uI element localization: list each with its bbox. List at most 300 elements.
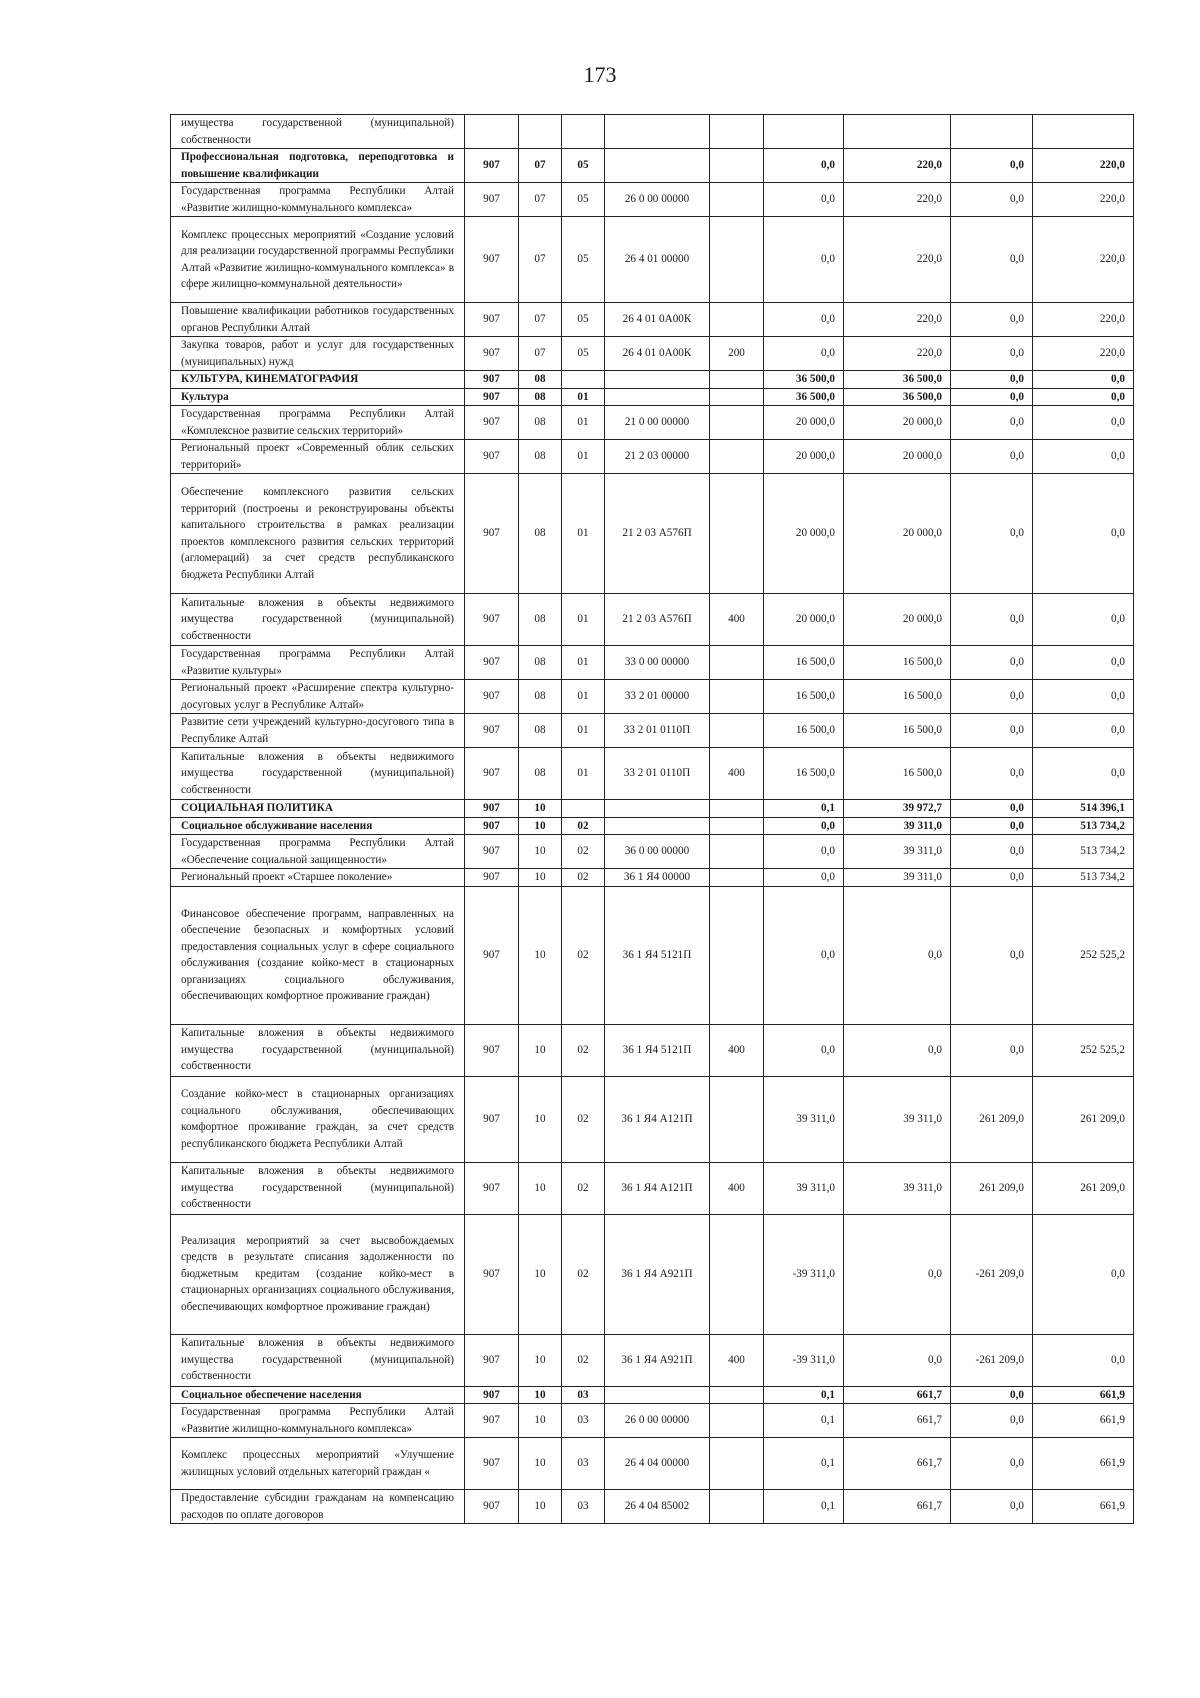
amount-3: 0,0 bbox=[951, 217, 1033, 303]
amount-4: 220,0 bbox=[1033, 303, 1134, 337]
row-name: Комплекс процессных мероприятий «Создание условий для реализации государственной программы Республики Алтай «Развитие жилищно-коммунального комплекса» в сфере жилищно-коммунальной деятельности» bbox=[171, 217, 465, 303]
row-name: Комплекс процессных мероприятий «Улучшение жилищных условий отдельных категорий граждан « bbox=[171, 1438, 465, 1490]
amount-1: 0,1 bbox=[764, 1404, 844, 1438]
amount-1: 0,0 bbox=[764, 337, 844, 371]
amount-4: 0,0 bbox=[1033, 1214, 1134, 1334]
expense-type bbox=[710, 1386, 764, 1404]
amount-4: 0,0 bbox=[1033, 714, 1134, 748]
table-row bbox=[171, 869, 1134, 887]
section-code: 10 bbox=[519, 1404, 562, 1438]
section-code: 10 bbox=[519, 1214, 562, 1334]
admin-code: 907 bbox=[465, 183, 519, 217]
amount-1: 39 311,0 bbox=[764, 1076, 844, 1162]
expense-type: 400 bbox=[710, 1334, 764, 1386]
table-row bbox=[171, 406, 1134, 440]
row-name: Реализация мероприятий за счет высвобождаемых средств в результате списания задолженности по бюджетным кредитам (создание койко-мест в стационарных организациях социального обслуживания, обеспечивающих комфортное проживание граждан) bbox=[171, 1214, 465, 1334]
amount-1: 0,1 bbox=[764, 800, 844, 818]
expense-type bbox=[710, 474, 764, 594]
table-row bbox=[171, 680, 1134, 714]
amount-3: 0,0 bbox=[951, 835, 1033, 869]
amount-4: 220,0 bbox=[1033, 183, 1134, 217]
amount-2: 0,0 bbox=[844, 1214, 951, 1334]
amount-4: 220,0 bbox=[1033, 149, 1134, 183]
amount-1: 20 000,0 bbox=[764, 474, 844, 594]
admin-code bbox=[465, 115, 519, 149]
amount-1: 16 500,0 bbox=[764, 748, 844, 800]
table-row bbox=[171, 474, 1134, 594]
amount-4: 0,0 bbox=[1033, 474, 1134, 594]
amount-2: 20 000,0 bbox=[844, 406, 951, 440]
amount-4: 0,0 bbox=[1033, 748, 1134, 800]
row-name: Государственная программа Республики Алтай «Обеспечение социальной защищенности» bbox=[171, 835, 465, 869]
subsection-code: 01 bbox=[562, 680, 605, 714]
expense-type bbox=[710, 817, 764, 835]
admin-code: 907 bbox=[465, 869, 519, 887]
target-article: 33 2 01 0110П bbox=[605, 748, 710, 800]
row-name: Государственная программа Республики Алтай «Развитие жилищно-коммунального комплекса» bbox=[171, 1404, 465, 1438]
amount-4: 513 734,2 bbox=[1033, 869, 1134, 887]
amount-1: 0,0 bbox=[764, 869, 844, 887]
amount-3: 0,0 bbox=[951, 680, 1033, 714]
row-name: Повышение квалификации работников государственных органов Республики Алтай bbox=[171, 303, 465, 337]
subsection-code: 05 bbox=[562, 183, 605, 217]
amount-1: 0,0 bbox=[764, 835, 844, 869]
target-article: 26 4 01 0А00К bbox=[605, 337, 710, 371]
amount-4: 220,0 bbox=[1033, 337, 1134, 371]
amount-2: 39 311,0 bbox=[844, 817, 951, 835]
table-row bbox=[171, 183, 1134, 217]
amount-3: 0,0 bbox=[951, 714, 1033, 748]
admin-code: 907 bbox=[465, 474, 519, 594]
amount-4: 0,0 bbox=[1033, 1334, 1134, 1386]
row-name: Капитальные вложения в объекты недвижимого имущества государственной (муниципальной) собственности bbox=[171, 1334, 465, 1386]
budget-table bbox=[170, 114, 1134, 1524]
amount-2: 16 500,0 bbox=[844, 680, 951, 714]
amount-4: 0,0 bbox=[1033, 371, 1134, 389]
expense-type bbox=[710, 115, 764, 149]
expense-type bbox=[710, 800, 764, 818]
subsection-code: 02 bbox=[562, 1162, 605, 1214]
target-article: 26 4 04 00000 bbox=[605, 1438, 710, 1490]
amount-1: 16 500,0 bbox=[764, 680, 844, 714]
amount-3 bbox=[951, 115, 1033, 149]
subsection-code: 05 bbox=[562, 217, 605, 303]
section-code: 08 bbox=[519, 371, 562, 389]
expense-type bbox=[710, 371, 764, 389]
amount-2: 220,0 bbox=[844, 149, 951, 183]
table-row bbox=[171, 748, 1134, 800]
subsection-code: 02 bbox=[562, 835, 605, 869]
amount-2: 220,0 bbox=[844, 303, 951, 337]
section-code: 10 bbox=[519, 800, 562, 818]
section-code: 10 bbox=[519, 1334, 562, 1386]
row-name: Капитальные вложения в объекты недвижимого имущества государственной (муниципальной) собственности bbox=[171, 594, 465, 646]
expense-type bbox=[710, 149, 764, 183]
subsection-code: 01 bbox=[562, 474, 605, 594]
subsection-code: 03 bbox=[562, 1490, 605, 1524]
row-name: Социальное обеспечение населения bbox=[171, 1386, 465, 1404]
amount-4: 0,0 bbox=[1033, 680, 1134, 714]
expense-type bbox=[710, 183, 764, 217]
amount-1: 0,0 bbox=[764, 886, 844, 1024]
amount-1: 20 000,0 bbox=[764, 406, 844, 440]
table-row bbox=[171, 388, 1134, 406]
section-code: 10 bbox=[519, 1162, 562, 1214]
admin-code: 907 bbox=[465, 1490, 519, 1524]
amount-4: 0,0 bbox=[1033, 440, 1134, 474]
target-article bbox=[605, 1386, 710, 1404]
admin-code: 907 bbox=[465, 817, 519, 835]
admin-code: 907 bbox=[465, 1214, 519, 1334]
row-name: Социальное обслуживание населения bbox=[171, 817, 465, 835]
amount-3: 0,0 bbox=[951, 337, 1033, 371]
subsection-code: 02 bbox=[562, 1076, 605, 1162]
amount-4: 261 209,0 bbox=[1033, 1076, 1134, 1162]
amount-4: 252 525,2 bbox=[1033, 1024, 1134, 1076]
section-code: 07 bbox=[519, 149, 562, 183]
page-number: 173 bbox=[583, 62, 617, 87]
row-name: Профессиональная подготовка, переподготовка и повышение квалификации bbox=[171, 149, 465, 183]
section-code: 07 bbox=[519, 183, 562, 217]
table-row bbox=[171, 1076, 1134, 1162]
admin-code: 907 bbox=[465, 440, 519, 474]
amount-3: 0,0 bbox=[951, 183, 1033, 217]
table-row bbox=[171, 1162, 1134, 1214]
admin-code: 907 bbox=[465, 714, 519, 748]
row-name: Капитальные вложения в объекты недвижимого имущества государственной (муниципальной) собственности bbox=[171, 1162, 465, 1214]
table-row bbox=[171, 440, 1134, 474]
subsection-code: 02 bbox=[562, 869, 605, 887]
amount-4: 0,0 bbox=[1033, 594, 1134, 646]
target-article bbox=[605, 817, 710, 835]
amount-4 bbox=[1033, 115, 1134, 149]
table-row bbox=[171, 337, 1134, 371]
amount-3: 0,0 bbox=[951, 1386, 1033, 1404]
amount-4: 252 525,2 bbox=[1033, 886, 1134, 1024]
amount-1: 36 500,0 bbox=[764, 388, 844, 406]
amount-1: 16 500,0 bbox=[764, 714, 844, 748]
amount-2: 39 311,0 bbox=[844, 1076, 951, 1162]
subsection-code: 05 bbox=[562, 303, 605, 337]
amount-3: 0,0 bbox=[951, 303, 1033, 337]
target-article bbox=[605, 371, 710, 389]
section-code bbox=[519, 115, 562, 149]
amount-3: 0,0 bbox=[951, 646, 1033, 680]
amount-2: 0,0 bbox=[844, 1334, 951, 1386]
target-article bbox=[605, 115, 710, 149]
row-name: СОЦИАЛЬНАЯ ПОЛИТИКА bbox=[171, 800, 465, 818]
subsection-code: 01 bbox=[562, 646, 605, 680]
amount-3: 0,0 bbox=[951, 371, 1033, 389]
admin-code: 907 bbox=[465, 886, 519, 1024]
amount-3: 261 209,0 bbox=[951, 1162, 1033, 1214]
amount-1: 0,1 bbox=[764, 1386, 844, 1404]
amount-4: 514 396,1 bbox=[1033, 800, 1134, 818]
expense-type bbox=[710, 1076, 764, 1162]
section-code: 08 bbox=[519, 646, 562, 680]
section-code: 10 bbox=[519, 817, 562, 835]
amount-2: 661,7 bbox=[844, 1404, 951, 1438]
expense-type: 400 bbox=[710, 594, 764, 646]
expense-type bbox=[710, 1490, 764, 1524]
section-code: 08 bbox=[519, 406, 562, 440]
subsection-code: 01 bbox=[562, 406, 605, 440]
subsection-code bbox=[562, 371, 605, 389]
amount-2: 661,7 bbox=[844, 1490, 951, 1524]
amount-4: 261 209,0 bbox=[1033, 1162, 1134, 1214]
subsection-code: 02 bbox=[562, 1334, 605, 1386]
section-code: 10 bbox=[519, 1076, 562, 1162]
amount-3: 0,0 bbox=[951, 869, 1033, 887]
target-article: 33 0 00 00000 bbox=[605, 646, 710, 680]
amount-3: -261 209,0 bbox=[951, 1214, 1033, 1334]
admin-code: 907 bbox=[465, 337, 519, 371]
subsection-code: 02 bbox=[562, 1214, 605, 1334]
amount-2: 220,0 bbox=[844, 217, 951, 303]
row-name: Финансовое обеспечение программ, направленных на обеспечение безопасных и комфортных условий предоставления социальных услуг в сфере социального обслуживания (создание койко-мест в стационарных организациях социального обслуживания, обеспечивающих комфортное проживание граждан) bbox=[171, 886, 465, 1024]
admin-code: 907 bbox=[465, 646, 519, 680]
subsection-code: 01 bbox=[562, 748, 605, 800]
section-code: 10 bbox=[519, 1438, 562, 1490]
expense-type bbox=[710, 680, 764, 714]
admin-code: 907 bbox=[465, 748, 519, 800]
amount-2: 39 311,0 bbox=[844, 869, 951, 887]
amount-2 bbox=[844, 115, 951, 149]
amount-3: 0,0 bbox=[951, 440, 1033, 474]
expense-type: 200 bbox=[710, 337, 764, 371]
section-code: 08 bbox=[519, 474, 562, 594]
admin-code: 907 bbox=[465, 149, 519, 183]
target-article: 21 2 03 00000 bbox=[605, 440, 710, 474]
amount-3: 0,0 bbox=[951, 594, 1033, 646]
expense-type bbox=[710, 646, 764, 680]
subsection-code: 02 bbox=[562, 1024, 605, 1076]
admin-code: 907 bbox=[465, 217, 519, 303]
amount-4: 661,9 bbox=[1033, 1404, 1134, 1438]
expense-type bbox=[710, 217, 764, 303]
expense-type bbox=[710, 869, 764, 887]
row-name: Культура bbox=[171, 388, 465, 406]
amount-3: 261 209,0 bbox=[951, 1076, 1033, 1162]
table-row bbox=[171, 149, 1134, 183]
table-row bbox=[171, 115, 1134, 149]
expense-type bbox=[710, 886, 764, 1024]
expense-type bbox=[710, 440, 764, 474]
amount-2: 661,7 bbox=[844, 1386, 951, 1404]
row-name: Закупка товаров, работ и услуг для государственных (муниципальных) нужд bbox=[171, 337, 465, 371]
target-article: 26 4 01 0А00К bbox=[605, 303, 710, 337]
table-row bbox=[171, 1490, 1134, 1524]
table-row bbox=[171, 594, 1134, 646]
row-name: Капитальные вложения в объекты недвижимого имущества государственной (муниципальной) собственности bbox=[171, 748, 465, 800]
table-row bbox=[171, 646, 1134, 680]
section-code: 08 bbox=[519, 594, 562, 646]
expense-type bbox=[710, 303, 764, 337]
target-article: 36 1 Я4 А921П bbox=[605, 1334, 710, 1386]
target-article: 26 4 01 00000 bbox=[605, 217, 710, 303]
amount-2: 220,0 bbox=[844, 337, 951, 371]
amount-3: 0,0 bbox=[951, 748, 1033, 800]
table-row bbox=[171, 835, 1134, 869]
expense-type bbox=[710, 714, 764, 748]
section-code: 08 bbox=[519, 440, 562, 474]
row-name: Капитальные вложения в объекты недвижимого имущества государственной (муниципальной) собственности bbox=[171, 1024, 465, 1076]
amount-2: 0,0 bbox=[844, 886, 951, 1024]
table-row bbox=[171, 1438, 1134, 1490]
amount-2: 16 500,0 bbox=[844, 714, 951, 748]
amount-2: 20 000,0 bbox=[844, 474, 951, 594]
amount-2: 220,0 bbox=[844, 183, 951, 217]
table-row bbox=[171, 1404, 1134, 1438]
target-article: 36 1 Я4 А921П bbox=[605, 1214, 710, 1334]
row-name: Создание койко-мест в стационарных организациях социального обслуживания, обеспечивающих комфортное проживание граждан, за счет средств республиканского бюджета Республики Алтай bbox=[171, 1076, 465, 1162]
target-article: 33 2 01 00000 bbox=[605, 680, 710, 714]
amount-1: 39 311,0 bbox=[764, 1162, 844, 1214]
expense-type: 400 bbox=[710, 1024, 764, 1076]
table-row bbox=[171, 1024, 1134, 1076]
amount-3: -261 209,0 bbox=[951, 1334, 1033, 1386]
section-code: 10 bbox=[519, 835, 562, 869]
amount-1: 0,0 bbox=[764, 217, 844, 303]
amount-3: 0,0 bbox=[951, 800, 1033, 818]
row-name: Региональный проект «Расширение спектра культурно-досуговых услуг в Республике Алтай» bbox=[171, 680, 465, 714]
section-code: 10 bbox=[519, 1024, 562, 1076]
subsection-code: 03 bbox=[562, 1438, 605, 1490]
target-article: 21 2 03 А576П bbox=[605, 474, 710, 594]
amount-4: 661,9 bbox=[1033, 1438, 1134, 1490]
target-article: 21 2 03 А576П bbox=[605, 594, 710, 646]
amount-4: 0,0 bbox=[1033, 646, 1134, 680]
admin-code: 907 bbox=[465, 1404, 519, 1438]
subsection-code: 01 bbox=[562, 440, 605, 474]
subsection-code: 02 bbox=[562, 817, 605, 835]
amount-3: 0,0 bbox=[951, 149, 1033, 183]
amount-1: 20 000,0 bbox=[764, 594, 844, 646]
row-name: Государственная программа Республики Алтай «Комплексное развитие сельских территорий» bbox=[171, 406, 465, 440]
admin-code: 907 bbox=[465, 800, 519, 818]
target-article: 36 1 Я4 А121П bbox=[605, 1076, 710, 1162]
amount-3: 0,0 bbox=[951, 388, 1033, 406]
row-name: Обеспечение комплексного развития сельских территорий (построены и реконструированы объекты капитального строительства в рамках реализации проектов комплексного развития сельских территорий (агломераций) за счет средств республиканского бюджета Республики Алтай bbox=[171, 474, 465, 594]
section-code: 08 bbox=[519, 388, 562, 406]
subsection-code bbox=[562, 115, 605, 149]
amount-2: 16 500,0 bbox=[844, 646, 951, 680]
table-row bbox=[171, 714, 1134, 748]
target-article bbox=[605, 800, 710, 818]
subsection-code: 01 bbox=[562, 594, 605, 646]
expense-type bbox=[710, 406, 764, 440]
amount-4: 661,9 bbox=[1033, 1490, 1134, 1524]
amount-1: 0,1 bbox=[764, 1438, 844, 1490]
admin-code: 907 bbox=[465, 303, 519, 337]
table-row bbox=[171, 800, 1134, 818]
amount-1: 0,0 bbox=[764, 149, 844, 183]
table-row bbox=[171, 303, 1134, 337]
admin-code: 907 bbox=[465, 388, 519, 406]
target-article: 36 1 Я4 А121П bbox=[605, 1162, 710, 1214]
expense-type bbox=[710, 835, 764, 869]
row-name: имущества государственной (муниципальной) собственности bbox=[171, 115, 465, 149]
amount-3: 0,0 bbox=[951, 1024, 1033, 1076]
admin-code: 907 bbox=[465, 680, 519, 714]
amount-3: 0,0 bbox=[951, 1438, 1033, 1490]
section-code: 10 bbox=[519, 869, 562, 887]
expense-type: 400 bbox=[710, 1162, 764, 1214]
amount-4: 0,0 bbox=[1033, 406, 1134, 440]
amount-4: 220,0 bbox=[1033, 217, 1134, 303]
admin-code: 907 bbox=[465, 1438, 519, 1490]
table-row bbox=[171, 371, 1134, 389]
target-article: 26 4 04 85002 bbox=[605, 1490, 710, 1524]
amount-2: 20 000,0 bbox=[844, 594, 951, 646]
amount-3: 0,0 bbox=[951, 886, 1033, 1024]
table-row bbox=[171, 817, 1134, 835]
admin-code: 907 bbox=[465, 835, 519, 869]
subsection-code bbox=[562, 800, 605, 818]
amount-1 bbox=[764, 115, 844, 149]
subsection-code: 02 bbox=[562, 886, 605, 1024]
section-code: 08 bbox=[519, 680, 562, 714]
target-article: 33 2 01 0110П bbox=[605, 714, 710, 748]
target-article bbox=[605, 149, 710, 183]
amount-2: 39 972,7 bbox=[844, 800, 951, 818]
expense-type bbox=[710, 388, 764, 406]
row-name: КУЛЬТУРА, КИНЕМАТОГРАФИЯ bbox=[171, 371, 465, 389]
amount-2: 16 500,0 bbox=[844, 748, 951, 800]
amount-1: 0,0 bbox=[764, 817, 844, 835]
amount-2: 36 500,0 bbox=[844, 371, 951, 389]
target-article bbox=[605, 388, 710, 406]
amount-1: 0,0 bbox=[764, 1024, 844, 1076]
admin-code: 907 bbox=[465, 1334, 519, 1386]
section-code: 08 bbox=[519, 714, 562, 748]
row-name: Региональный проект «Старшее поколение» bbox=[171, 869, 465, 887]
amount-3: 0,0 bbox=[951, 817, 1033, 835]
expense-type bbox=[710, 1404, 764, 1438]
section-code: 07 bbox=[519, 337, 562, 371]
target-article: 21 0 00 00000 bbox=[605, 406, 710, 440]
amount-1: 0,0 bbox=[764, 303, 844, 337]
admin-code: 907 bbox=[465, 594, 519, 646]
amount-2: 36 500,0 bbox=[844, 388, 951, 406]
target-article: 36 1 Я4 00000 bbox=[605, 869, 710, 887]
subsection-code: 05 bbox=[562, 337, 605, 371]
amount-4: 661,9 bbox=[1033, 1386, 1134, 1404]
subsection-code: 01 bbox=[562, 714, 605, 748]
subsection-code: 05 bbox=[562, 149, 605, 183]
amount-2: 0,0 bbox=[844, 1024, 951, 1076]
table-row bbox=[171, 217, 1134, 303]
table-row bbox=[171, 1214, 1134, 1334]
amount-1: 0,1 bbox=[764, 1490, 844, 1524]
row-name: Государственная программа Республики Алтай «Развитие культуры» bbox=[171, 646, 465, 680]
target-article: 26 0 00 00000 bbox=[605, 183, 710, 217]
amount-3: 0,0 bbox=[951, 1404, 1033, 1438]
amount-1: 20 000,0 bbox=[764, 440, 844, 474]
subsection-code: 03 bbox=[562, 1404, 605, 1438]
row-name: Региональный проект «Современный облик сельских территорий» bbox=[171, 440, 465, 474]
admin-code: 907 bbox=[465, 1024, 519, 1076]
table-row bbox=[171, 1334, 1134, 1386]
expense-type bbox=[710, 1438, 764, 1490]
admin-code: 907 bbox=[465, 406, 519, 440]
section-code: 08 bbox=[519, 748, 562, 800]
target-article: 26 0 00 00000 bbox=[605, 1404, 710, 1438]
section-code: 07 bbox=[519, 303, 562, 337]
amount-4: 0,0 bbox=[1033, 388, 1134, 406]
expense-type: 400 bbox=[710, 748, 764, 800]
section-code: 10 bbox=[519, 1386, 562, 1404]
